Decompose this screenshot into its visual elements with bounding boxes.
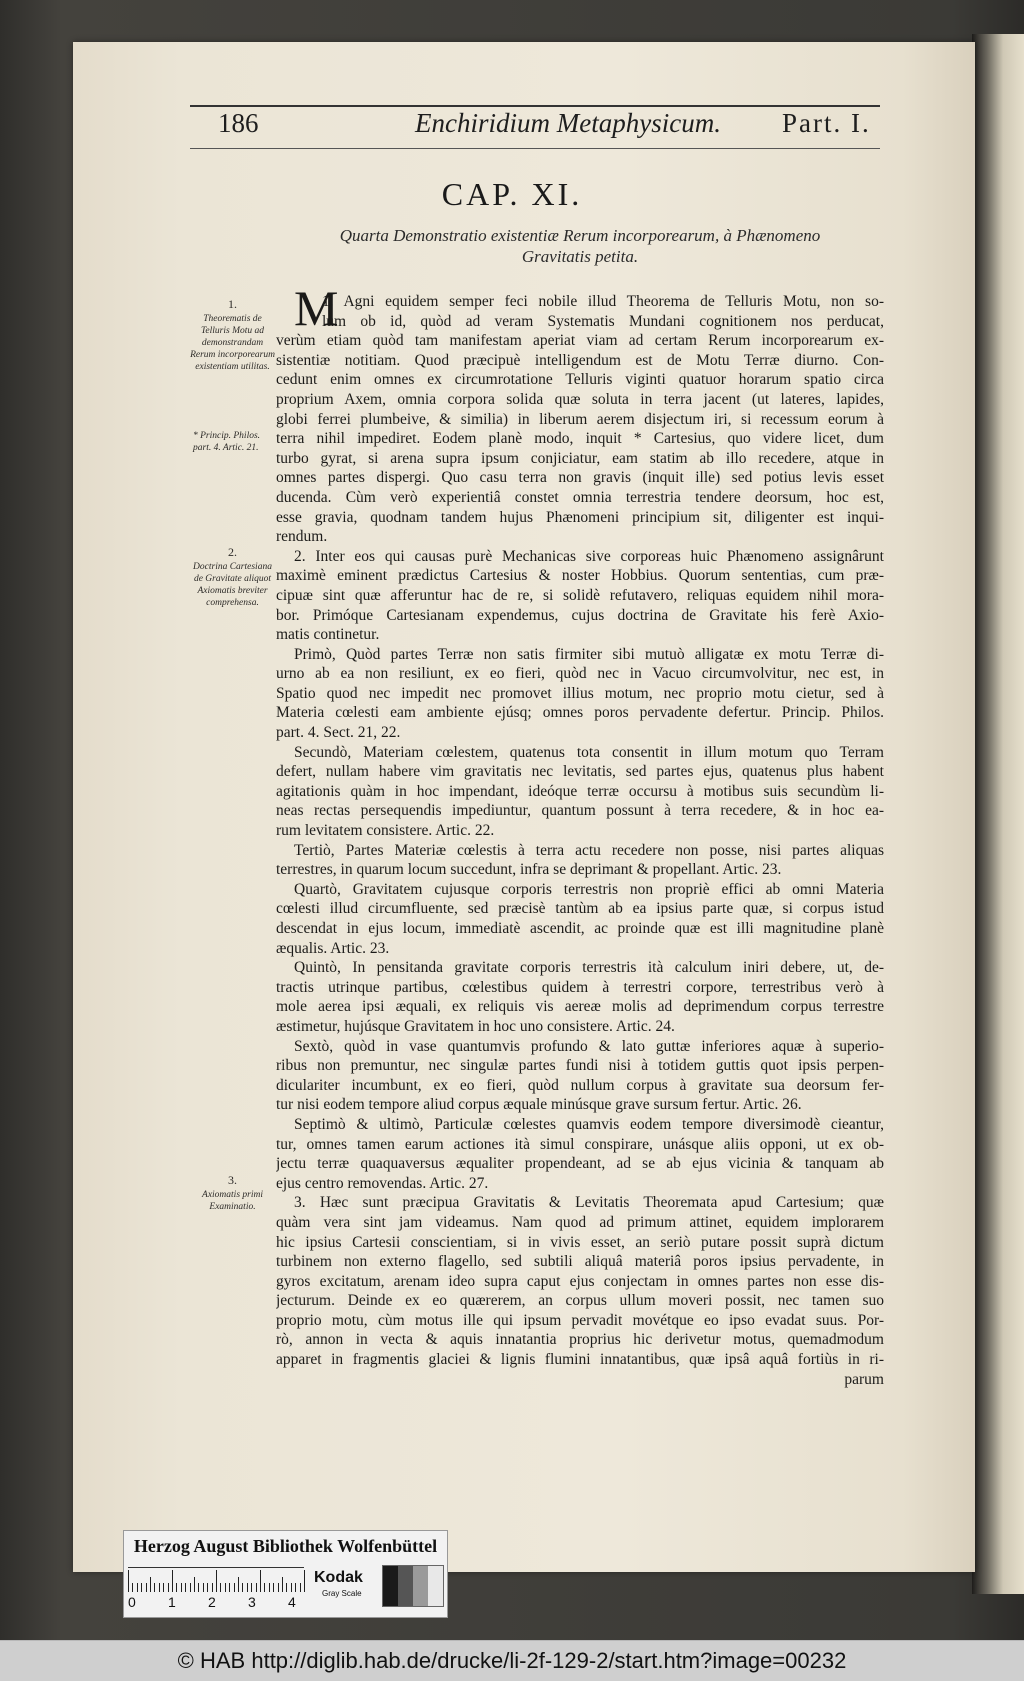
header-rule-bottom	[190, 148, 880, 149]
library-name: Herzog August Bibliothek Wolfenbüttel	[133, 1536, 438, 1556]
ruler-tick	[216, 1570, 217, 1592]
ruler-tick	[278, 1583, 279, 1592]
text-line: turbo gyrat, si arena supra ipsum conjiciatur, eam statim ab illo recedere, atque in	[276, 449, 884, 467]
ruler-tick	[286, 1583, 287, 1592]
ruler-tick	[181, 1583, 182, 1592]
text-line: descendat in ejus locum, immediatè ascendit, ac proinde quæ est illi magnitudine planè	[276, 920, 884, 937]
sidenote-1-number: 1.	[228, 297, 237, 311]
text-line: sistentiæ notitiam. Quod præcipuè intelligendum est de Motu Terræ diurno. Con-	[276, 351, 884, 369]
ruler-tick	[150, 1577, 151, 1592]
drop-cap: M	[294, 280, 339, 336]
ruler-tick	[269, 1583, 270, 1592]
ruler-number: 1	[168, 1594, 176, 1610]
text-line: tractis utrinque partibus, cœlestibus quidem à terrestri corpore, terrestribus verò à	[276, 978, 884, 996]
text-line: Primò, Quòd partes Terræ non satis firmiter sibi mutuò alligatæ ex motu Terræ di-	[294, 645, 884, 663]
ruler-tick	[132, 1583, 133, 1592]
body-text	[276, 292, 884, 1389]
ruler-tick	[229, 1583, 230, 1592]
text-line: Septimò & ultimò, Particulæ cœlestes quamvis eodem tempore diversimodè cieantur,	[294, 1115, 884, 1133]
text-line: jectu terræ quaquaversus æqualiter propendeant, ad se ab ejus vicinia & tanquam ab	[276, 1155, 884, 1173]
text-line: maximè eminent prædictus Cartesius & noster Hobbius. Quorum sententias, cum præ-	[276, 567, 884, 585]
sidenote-reference: * Princip. Philos. part. 4. Artic. 21.	[193, 431, 261, 453]
text-line: ducenda. Cùm verò experientiâ constet omnia terrestria tendere deorsum, hoc est,	[276, 488, 884, 506]
text-line: globi ferrei plumbeive, & similia) in liberum aerem disjectum iri, si recessum eorum à	[276, 410, 884, 428]
text-line: neas rectas persequendis impediuntur, quantum possunt à terra recedere, & in hoc ea-	[276, 802, 884, 820]
text-line: proprium Axem, omnia corpora solida quæ soluta in terra jacent (ut lateres, lapides,	[276, 390, 884, 408]
text-line: mole aerea ipsi æquali, ex reliquis vis aereæ molis ad deprimendum corpus terrestre	[276, 998, 884, 1016]
ruler-number: 2	[208, 1594, 216, 1610]
text-line: rendum.	[276, 528, 328, 546]
sidenote-3	[190, 1174, 275, 1213]
ruler-tick	[273, 1583, 274, 1592]
brand-logo: Kodak	[314, 1569, 363, 1586]
gray-scale-label: Gray Scale	[322, 1589, 362, 1598]
ruler-tick	[212, 1583, 213, 1592]
running-title: Enchiridium Metaphysicum.	[415, 108, 721, 138]
footer-credit: © HAB http://diglib.hab.de/drucke/li-2f-129-2/start.htm?image=00232	[177, 1648, 847, 1673]
page-number: 186	[218, 108, 259, 138]
text-line: verùm etiam quòd tam manifestam aperiat viam ad certam Rerum incorporearum ex-	[276, 332, 884, 350]
text-line: rum levitatem consistere. Artic. 22.	[276, 822, 495, 840]
text-line: tur nisi eodem tempore aliud corpus æquale minúsque grave sursum fertur. Artic. 26.	[276, 1096, 802, 1114]
text-line: Sextò, quòd in vase quantumvis profundo & lato guttæ inferiores aquæ à superio-	[294, 1037, 884, 1055]
text-line: gyros excitatum, arenam ideo supra caput ejus conjectam in omnes partes non esse dis-	[276, 1272, 884, 1290]
ruler-tick	[225, 1583, 226, 1592]
ruler-number: 4	[288, 1594, 296, 1610]
ruler-tick	[198, 1583, 199, 1592]
text-line: esse gravia, quodnam tandem hujus Phænomeni principium sit, diligenter est inqui-	[276, 508, 884, 526]
color-scale-card	[123, 1530, 448, 1618]
ruler-tick	[176, 1583, 177, 1592]
ruler-tick	[154, 1583, 155, 1592]
chapter-title: CAP. XI.	[441, 176, 583, 212]
text-line: proprio motu, cùm motus ille qui ipsum pervadit movétque eo ipso evadat suus. Por-	[276, 1311, 884, 1329]
text-line: cœlesti illud circumfluente, sed præcisè tantùm ab ea ipsius parte quæ, si corpus istud	[276, 900, 884, 918]
chapter-subtitle	[300, 225, 860, 267]
text-line: cipuæ sint quæ afferuntur hac de re, si solidè refutavero, reliquas equidem nihil mora-	[276, 586, 884, 604]
ruler-tick	[300, 1583, 301, 1592]
ruler-tick	[146, 1583, 147, 1592]
text-line: Materia cœlesti eam ambiente ejúsq; omnes poros pervadente defertur. Princip. Philos.	[276, 704, 884, 722]
ruler-tick	[128, 1570, 129, 1592]
ruler-number: 0	[128, 1594, 136, 1610]
ruler-tick	[264, 1583, 265, 1592]
text-line: Spatio quod nec impedit nec promovet illius motum, nec proprio motu cietur, sed à	[276, 684, 884, 702]
ruler-tick	[141, 1583, 142, 1592]
text-line: terrestres, in quarum locum succedunt, infra se deprimant & propellant. Artic. 23.	[276, 861, 782, 879]
ruler-tick	[185, 1583, 186, 1592]
ruler-tick	[172, 1570, 173, 1592]
text-line: jecturum. Deinde ex eo quærerem, an corpus ullum moveri possit, nec tamen suo	[276, 1292, 884, 1310]
text-line: quàm vera sint jam videamus. Nam quod ad primum attinet, equidem implorarem	[276, 1213, 884, 1231]
text-line: æqualis. Artic. 23.	[276, 939, 390, 957]
ruler-tick	[304, 1570, 305, 1592]
text-line: cedunt enim omnes ex circumrotatione Telluris viginti quatuor horarum spatio circa	[276, 371, 884, 389]
ruler-tick	[194, 1577, 195, 1592]
measurement-ruler	[128, 1567, 304, 1592]
swatch-light-gray	[428, 1566, 443, 1606]
adjacent-page-edge	[972, 34, 1024, 1594]
ruler-tick	[251, 1583, 252, 1592]
text-line: defert, nullam habere vim gravitatis nec levitatis, sed partes ejus, quatenus plus habent	[276, 763, 884, 781]
text-line: æstimetur, hujúsque Gravitatem in hoc uno consistere. Artic. 24.	[276, 1017, 675, 1035]
sidenote-2-text: Doctrina Cartesiana de Gravitate aliquot Axiomatis breviter comprehensa.	[193, 562, 272, 608]
text-line: Quartò, Gravitatem cujusque corporis terrestris non propriè effici ab omni Materia	[294, 880, 884, 898]
text-line: Quintò, In pensitanda gravitate corporis terrestris ità calculum iniri debere, ut, de-	[294, 959, 884, 977]
ruler-tick	[242, 1583, 243, 1592]
ruler-tick	[291, 1583, 292, 1592]
text-line: turbinem non externo flagello, sed subtili aliquâ materiâ poros ipsius pervadente, in	[276, 1253, 884, 1271]
ruler-tick	[168, 1583, 169, 1592]
swatch-dark-gray	[398, 1566, 413, 1606]
text-line: terra nihil impediret. Eodem planè modo, inquit * Cartesius, quo videre licet, dum	[276, 430, 884, 448]
text-line: hic ipsius Cartesii conscientiam, si in vivis esset, an seriò putare possit suprà dictum	[276, 1233, 884, 1251]
ruler-tick	[260, 1570, 261, 1592]
text-line: tur, omnes tamen earum actiones ità simul conspirare, unásque aliis opponi, ut ex ob-	[276, 1135, 884, 1153]
ruler-tick	[207, 1583, 208, 1592]
text-line: urno ab ea non resiliunt, ex eo fieri, quòd nec in Vacuo circumvolvitur, nec est, in	[276, 665, 884, 683]
chapter-subtitle-line-2: Gravitatis petita.	[521, 247, 639, 266]
ruler-tick	[234, 1583, 235, 1592]
ruler-tick	[137, 1583, 138, 1592]
text-line: matis continetur.	[276, 626, 380, 644]
text-line: parum	[844, 1370, 884, 1388]
text-line: 2. Inter eos qui causas purè Mechanicas sive corporeas huic Phænomeno assignârunt	[294, 547, 884, 565]
sidenote-2	[190, 546, 275, 609]
ruler-tick	[238, 1577, 239, 1592]
text-line: ejus centro removendas. Artic. 27.	[276, 1174, 489, 1192]
ruler-tick	[203, 1583, 204, 1592]
text-line: agitationis quàm in hoc impendant, ideóque terræ occursu à motibus suis secundùm li-	[276, 782, 884, 800]
ruler-tick	[247, 1583, 248, 1592]
text-line: 3. Hæc sunt præcipua Gravitatis & Levitatis Theoremata apud Cartesium; quæ	[294, 1194, 884, 1212]
text-line: lum ob id, quòd ad veram Systematis Mundani cognitionem nos perducat,	[322, 312, 884, 330]
ruler-tick	[256, 1583, 257, 1592]
ruler-tick	[220, 1583, 221, 1592]
sidenote-2-number: 2.	[228, 545, 237, 559]
text-line: ribus non premuntur, nec singulæ partes fundi nisi à totidem guttis quot ipsis perpen-	[276, 1057, 884, 1075]
part-label: Part. I.	[782, 108, 871, 138]
header-rule-top	[190, 105, 880, 107]
sidenote-1-text: Theorematis de Telluris Motu ad demonstrandam Rerum incorporearum existentiam utilitas.	[190, 314, 275, 372]
ruler-tick	[163, 1583, 164, 1592]
swatch-black	[383, 1566, 398, 1606]
ruler-tick	[190, 1583, 191, 1592]
text-line: omnes partes dispergi. Quo casu terra non gravis (inquit ille) sed potius levis esset	[276, 469, 884, 487]
sidenote-3-number: 3.	[228, 1173, 237, 1187]
swatch-mid-gray	[413, 1566, 428, 1606]
text-line: bor. Primóque Cartesianam expendemus, cujus doctrina de Gravitate his ferè Axio-	[276, 606, 884, 624]
text-line: Secundò, Materiam cœlestem, quatenus tota consentit in illum motum quo Terram	[294, 743, 884, 761]
sidenote-1	[190, 298, 275, 373]
chapter-subtitle-line-1: Quarta Demonstratio existentiæ Rerum incorporearum, à Phænomeno	[339, 226, 821, 245]
text-line: 1. Agni equidem semper feci nobile illud Theorema de Telluris Motu, non so-	[322, 293, 884, 310]
text-line: diculariter incumbunt, ex eo fieri, quòd nullum corpus à gravitate sua deorsum fer-	[276, 1076, 884, 1094]
ruler-tick	[159, 1583, 160, 1592]
ruler-tick	[282, 1577, 283, 1592]
text-line: apparet in fragmentis glaciei & lignis flumini innatantibus, quæ ipsâ aquâ fortiùs in ri-	[276, 1351, 884, 1369]
sidenote-3-text: Axiomatis primi Examinatio.	[202, 1190, 263, 1212]
ruler-tick	[295, 1583, 296, 1592]
text-line: part. 4. Sect. 21, 22.	[276, 724, 401, 742]
gray-scale-swatch	[382, 1565, 444, 1607]
text-line: rò, annon in vecta & aquis innatantia proprius hic derivetur motus, quemadmodum	[276, 1331, 884, 1349]
ruler-number: 3	[248, 1594, 256, 1610]
text-line: Tertiò, Partes Materiæ cœlestis à terra actu recedere non posse, nisi partes aliquas	[294, 841, 884, 859]
